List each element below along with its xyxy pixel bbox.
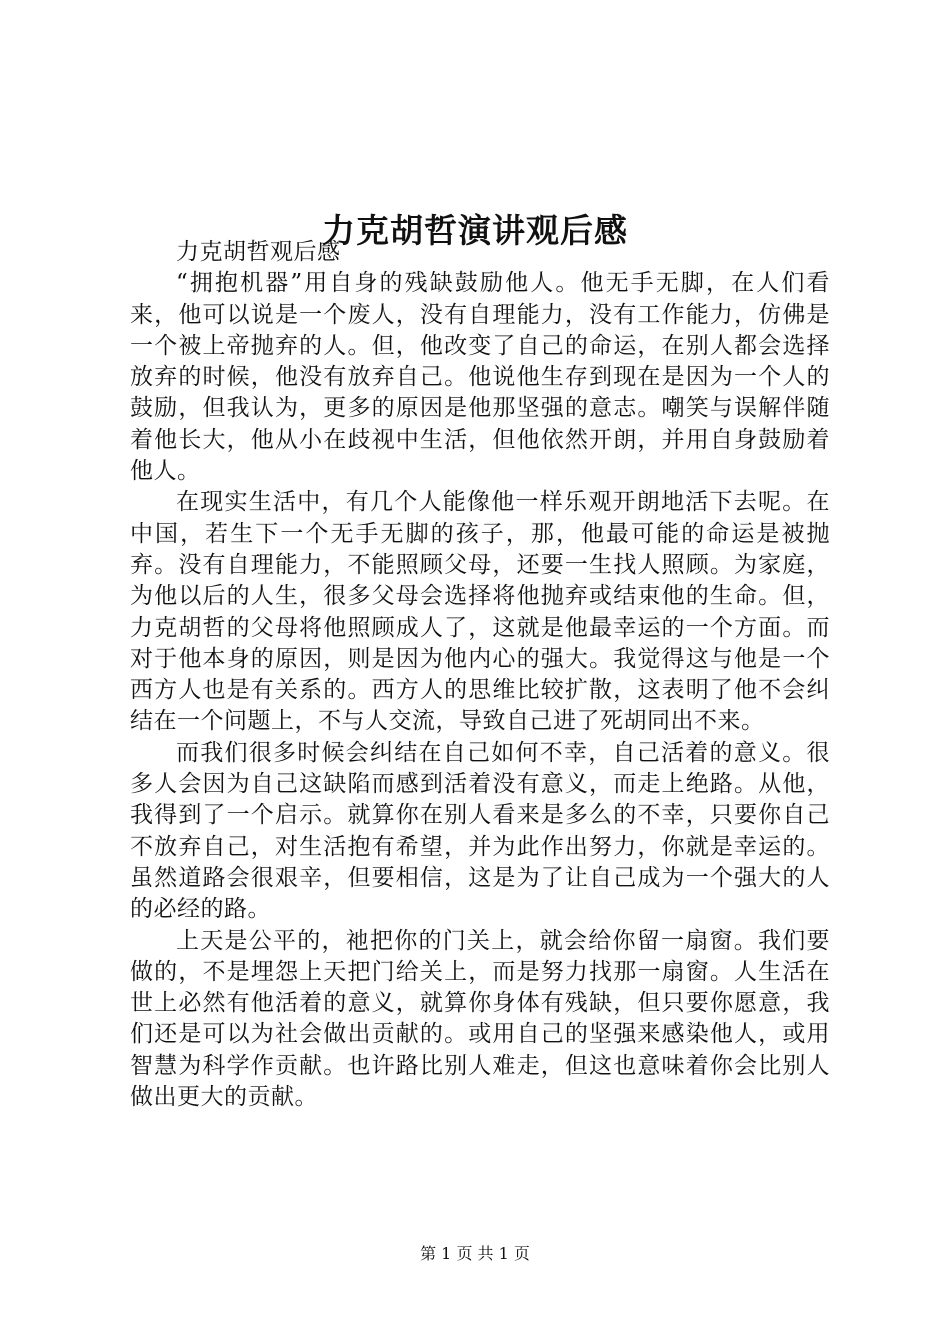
document-body xyxy=(130,237,830,1113)
paragraph-1: “拥抱机器”用自身的残缺鼓励他人。他无手无脚，在人们看来，他可以说是一个废人，没有自理能力，没有工作能力，仿佛是一个被上帝抛弃的人。但，他改变了自己的命运，在别人都会选择放弃的时候，他没有放弃自己。他说他生存到现在是因为一个人的鼓励，但我认为，更多的原因是他那坚强的意志。嘲笑与误解伴随着他长大，他从小在歧视中生活，但他依然开朗，并用自身鼓励着他人。 xyxy=(130,270,830,485)
paragraph-4: 上天是公平的，祂把你的门关上，就会给你留一扇窗。我们要做的，不是埋怨上天把门给关上，而是努力找那一扇窗。人生活在世上必然有他活着的意义，就算你身体有残缺，但只要你愿意，我们还是可以为社会做出贡献的。或用自己的坚强来感染他人，或用智慧为科学作贡献。也许路比别人难走，但这也意味着你会比别人做出更大的贡献。 xyxy=(130,927,830,1111)
paragraph-3: 而我们很多时候会纠结在自己如何不幸，自己活着的意义。很多人会因为自己这缺陷而感到活着没有意义，而走上绝路。从他，我得到了一个启示。就算你在别人看来是多么的不幸，只要你自己不放弃自己，对生活抱有希望，并为此作出努力，你就是幸运的。虽然道路会很艰辛，但要相信，这是为了让自己成为一个强大的人的必经的路。 xyxy=(130,739,830,923)
paragraph-2: 在现实生活中，有几个人能像他一样乐观开朗地活下去呢。在中国，若生下一个无手无脚的孩子，那，他最可能的命运是被抛弃。没有自理能力，不能照顾父母，还要一生找人照顾。为家庭，为他以后的人生，很多父母会选择将他抛弃或结束他的生命。但，力克胡哲的父母将他照顾成人了，这就是他最幸运的一个方面。而对于他本身的原因，则是因为他内心的强大。我觉得这与他是一个西方人也是有关系的。西方人的思维比较扩散，这表明了他不会纠结在一个问题上，不与人交流，导致自己进了死胡同出不来。 xyxy=(130,489,830,735)
document-subtitle: 力克胡哲观后感 xyxy=(176,239,341,265)
page-number-footer: 第 1 页 共 1 页 xyxy=(420,1244,530,1263)
document-title: 力克胡哲演讲观后感 xyxy=(322,211,628,251)
